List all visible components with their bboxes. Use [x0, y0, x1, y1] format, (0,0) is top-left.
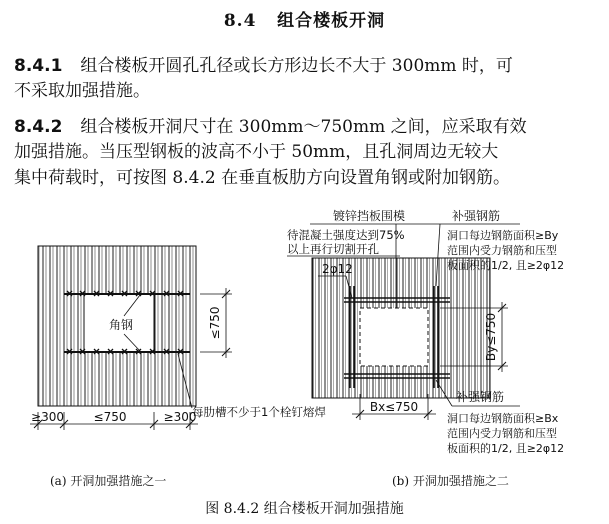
label-galv-formwork: 镀锌挡板围模 — [333, 209, 406, 223]
dim-left-a: ≥300 — [31, 410, 64, 424]
dim-vertical-a: ≤750 — [208, 306, 222, 340]
clause-text: 组合楼板开洞尺寸在 300mm～750mm 之间，应采取有效 — [80, 117, 527, 137]
label-angle-steel: 角钢 — [109, 318, 134, 332]
label-rebar-bottom: 补强钢筋 — [456, 390, 505, 404]
caption-figure-a: (a) 开洞加强措施之一 — [50, 474, 167, 488]
dim-right-a: ≥300 — [163, 410, 197, 424]
dim-mid-a: ≤750 — [93, 410, 127, 424]
section-title: 组合楼板开洞 — [277, 11, 386, 31]
figure-8-4-2-drawing — [0, 198, 609, 490]
clause-8-4-1-line1 — [14, 54, 513, 78]
clause-8-4-1-line2: 不采取加强措施。 — [14, 81, 150, 101]
note-cut-line2: 以上再行切割开孔 — [287, 242, 379, 256]
dim-by: By≤750 — [484, 312, 498, 362]
clause-text: 组合楼板开圆孔孔径或长方形边长不大于 300mm 时，可 — [80, 56, 513, 76]
rebar-top-note-3: 板面积的1/2, 且≥2φ12 — [447, 259, 565, 272]
note-cut-line1: 待混凝土强度达到75% — [287, 228, 405, 242]
section-heading — [0, 6, 609, 31]
label-rebar-top: 补强钢筋 — [452, 209, 501, 223]
clause-number: 8.4.2 — [14, 117, 63, 137]
clause-8-4-2-line2: 加强措施。当压型钢板的波高不小于 50mm，且孔洞周边无较大 — [14, 142, 499, 162]
section-number: 8.4 — [223, 11, 257, 31]
note-weld: 每肋槽不少于1个栓钉熔焊 — [192, 405, 326, 419]
figure-a — [30, 246, 326, 430]
bar-spec-top: 2φ12 — [322, 262, 353, 276]
caption-figure-b: (b) 开洞加强措施之二 — [392, 474, 509, 488]
opening-b — [360, 308, 428, 366]
rebar-bottom-note-2: 范围内受力钢筋和压型 — [447, 427, 557, 440]
rebar-bottom-note-1: 洞口每边钢筋面积≥Bx — [447, 412, 559, 425]
clause-8-4-2-line3: 集中荷载时，可按图 8.4.2 在垂直板肋方向设置角钢或附加钢筋。 — [14, 168, 511, 188]
clause-number: 8.4.1 — [14, 56, 63, 76]
figure-caption: 图 8.4.2 组合楼板开洞加强措施 — [205, 501, 404, 517]
dim-bx: Bx≤750 — [369, 400, 419, 414]
rebar-bottom-note-3: 板面积的1/2, 且≥2φ12 — [447, 442, 565, 455]
rebar-top-note-1: 洞口每边钢筋面积≥By — [447, 229, 559, 242]
rebar-top-note-2: 范围内受力钢筋和压型 — [447, 244, 557, 257]
figure-b — [287, 208, 564, 455]
clause-8-4-2-line1 — [14, 115, 527, 139]
